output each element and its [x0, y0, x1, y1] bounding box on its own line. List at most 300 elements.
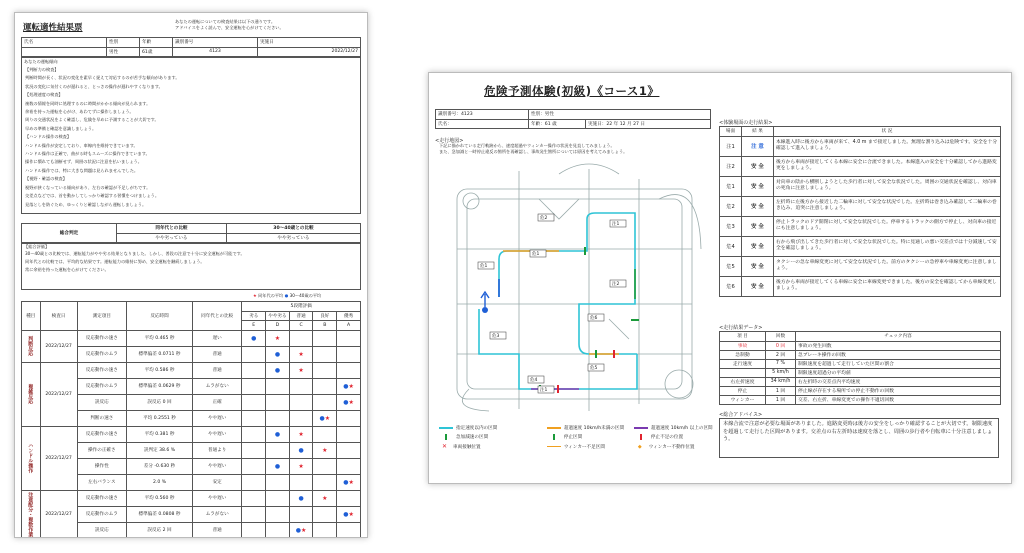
th-compare: 同年代との比較 — [192, 302, 241, 331]
legend-line-icon — [634, 427, 648, 429]
data-item-cell: 事故 — [720, 341, 766, 350]
legend-30-40: 30～40歳の平均 — [289, 293, 322, 298]
map-label: 注1 — [612, 222, 620, 227]
data-check-cell: 右左折時の交差点内平均速度 — [796, 377, 1001, 386]
th-data-check: チェック内容 — [796, 332, 1001, 342]
compare-cell: 普通より — [192, 442, 241, 458]
advice-line: ハンドル操作が安定しており、車線内を維持できています。 — [25, 142, 138, 148]
category-cell: 判断反応 — [22, 330, 41, 362]
hazard-id: 識別番号：4123 — [436, 110, 529, 120]
advice-line: 複数の情報を同時に処理するのに時間がかかる傾向が見られます。 — [25, 100, 151, 106]
scale-cell — [289, 474, 313, 490]
hazard-name: 氏名： — [436, 119, 529, 129]
scale-cell — [289, 346, 313, 362]
data-count-cell: 2 回 — [766, 350, 796, 359]
scale-cell — [242, 426, 266, 442]
aptitude-report-sheet — [14, 12, 368, 538]
scale-cell — [337, 410, 361, 426]
scale-cell — [289, 362, 313, 378]
item-cell: 反応動作のムラ — [77, 506, 126, 522]
scene-text-cell: 対向車の陰から横断しようとした歩行者に対して安全な状況でした。周囲の交通状況を確認し、対向車の死角に注意しましょう。 — [774, 176, 1001, 196]
th-date: 検査日 — [40, 302, 77, 331]
advice-line: 余裕を持った運転を心がけ、あわてずに操作しましょう。 — [25, 109, 134, 115]
scale-cell — [242, 410, 266, 426]
map-legend-label: 指定速度以内の区間 — [456, 426, 498, 431]
date-cell: 2022/12/27 — [40, 330, 77, 362]
scene-row — [720, 156, 1001, 176]
item-cell: 誤反応 — [77, 522, 126, 538]
blue-dot-icon: ● — [274, 430, 281, 438]
red-star-icon: ★ — [348, 510, 354, 518]
data-row — [720, 350, 1001, 359]
compare-cell: 遅い — [192, 330, 241, 346]
item-cell: 反応動作の速さ — [77, 490, 126, 506]
data-check-cell: 停止線が存在する場所での停止不動作の回数 — [796, 386, 1001, 395]
scale-cell — [266, 474, 290, 490]
scale-cell — [289, 490, 313, 506]
compare-cell: やや遅い — [192, 458, 241, 474]
th-situation: 状 況 — [774, 127, 1001, 137]
scene-result-cell: 安 全 — [742, 176, 774, 196]
th-reaction: 反応時間 — [127, 302, 193, 331]
blue-dot-icon: ● — [274, 462, 281, 470]
th-data-item: 項 目 — [720, 332, 766, 342]
value-cell: 平均 0.560 秒 — [127, 490, 193, 506]
advice-line: 判断時間が長く、状況の変化を素早く捉えて対応するのが苦手な傾向があります。 — [25, 75, 180, 81]
hazard-age: 年齢：61 歳 — [529, 119, 586, 129]
legend-blue-dot-icon: ● — [284, 293, 289, 298]
scale-cell — [242, 474, 266, 490]
data-check-cell: 事故の発生回数 — [796, 341, 1001, 350]
scale-cell — [337, 394, 361, 410]
map-legend-label: ウィンカー不足区間 — [563, 444, 605, 450]
scene-cell: 危4 — [720, 236, 742, 256]
blue-dot-icon: ● — [274, 366, 281, 374]
advice-text-b: 本線合流で注意が必要な場面がありました。進路変更時は後方の安全をしっかり確認することが大切です。制限速度を超過して走行した区間があります。交差点の右左折時は速度を落とし、周囲の歩行者や自転車に十分注意しましょう。 — [719, 418, 999, 458]
data-title: <走行結果データ> — [719, 325, 763, 331]
scene-result-cell: 安 全 — [742, 196, 774, 216]
scale-cell — [242, 506, 266, 522]
info-value-date: 2022/12/27 — [258, 47, 361, 57]
scene-text-cell: 後方から車両が接近してくる本線に安全に合流できました。本線進入の安全を十分確認してから進路変更をしましょう。 — [774, 156, 1001, 176]
map-label: 危2 — [540, 216, 548, 221]
advice-line: 【処理速度の検査】 — [25, 92, 63, 98]
map-label: 危1 — [532, 252, 540, 257]
th-data-count: 回数 — [766, 332, 796, 342]
compare-cell: 安定 — [192, 474, 241, 490]
value-cell: 標準偏差 0.0711 秒 — [127, 346, 193, 362]
course-map — [439, 159, 709, 419]
scene-cell: 危1 — [720, 176, 742, 196]
scene-row — [720, 196, 1001, 216]
legend-cross-icon: ✕ — [442, 443, 448, 450]
chart-legend — [253, 293, 321, 299]
map-legend-item — [439, 434, 543, 440]
item-cell: 反応動作のムラ — [77, 346, 126, 362]
advice-box — [21, 57, 361, 214]
scale-cell — [337, 442, 361, 458]
scale-cell — [266, 394, 290, 410]
red-star-icon: ★ — [298, 430, 304, 438]
map-legend-label: 停止不足の位置 — [650, 435, 684, 440]
value-cell: 標準偏差 0.0629 秒 — [127, 378, 193, 394]
results-title: <体験場面の走行結果> — [719, 120, 773, 126]
date-cell: 2022/12/27 — [40, 426, 77, 490]
compare-cell: やや遅い — [192, 490, 241, 506]
scale-cell — [313, 426, 337, 442]
red-star-icon: ★ — [348, 398, 354, 406]
blue-dot-icon: ● — [343, 398, 349, 406]
compare-cell: 普通 — [192, 362, 241, 378]
data-item-cell: 停止 — [720, 386, 766, 395]
map-title: <走行地図> — [435, 138, 464, 144]
map-label: 危6 — [590, 316, 598, 321]
data-item-cell: 急制動 — [720, 350, 766, 359]
summary-header-30-40: 30～40歳との比較 — [226, 224, 360, 234]
scale-cell — [313, 522, 337, 538]
scale-cell — [242, 330, 266, 346]
scale-letter: C — [289, 321, 313, 331]
item-cell: 左右バランス — [77, 474, 126, 490]
summary-header-total: 総合判定 — [22, 224, 117, 243]
scale-cell — [289, 442, 313, 458]
data-item-cell — [720, 368, 766, 377]
value-cell: 平均 0.586 秒 — [127, 362, 193, 378]
result-row — [22, 330, 361, 346]
scale-cell — [337, 506, 361, 522]
map-label: 危4 — [530, 378, 538, 383]
item-cell: 反応動作の速さ — [77, 330, 126, 346]
scale-cell — [266, 346, 290, 362]
map-legend-item — [634, 434, 717, 440]
scene-result-cell: 注 意 — [742, 136, 774, 156]
hazard-sex: 性別：男性 — [529, 110, 711, 120]
scale-cell — [337, 330, 361, 346]
scene-cell: 危5 — [720, 256, 742, 276]
scale-letter: E — [242, 321, 266, 331]
red-star-icon: ★ — [298, 366, 304, 374]
red-star-icon: ★ — [298, 462, 304, 470]
info-label-sex: 性別 — [107, 38, 140, 48]
scale-cell — [313, 442, 337, 458]
scale-cell — [289, 394, 313, 410]
advice-line: 【判断力の検査】 — [25, 67, 59, 72]
scale-cell — [337, 426, 361, 442]
advice-line: 見落としを防ぐため、ゆっくりと確認しながら運転しましょう。 — [25, 201, 147, 207]
comment-line: 常に余裕を持った運転を心がけてください。 — [25, 267, 109, 272]
map-legend-label: 急加減速の区間 — [456, 435, 489, 440]
map-label: 注2 — [612, 282, 620, 287]
value-cell: 標準偏差 0.0808 秒 — [127, 506, 193, 522]
map-label: 危3 — [492, 334, 500, 339]
map-legend-label: 車両接触位置 — [453, 444, 481, 450]
map-legend-item — [634, 443, 717, 450]
data-count-cell: 1 回 — [766, 386, 796, 395]
scale-label: 普通 — [289, 311, 313, 321]
compare-cell: ムラがない — [192, 378, 241, 394]
legend-line-icon — [547, 427, 561, 429]
value-cell: 誤反応 2 回 — [127, 522, 193, 538]
scene-result-cell: 安 全 — [742, 236, 774, 256]
info-value-sex: 男性 — [107, 47, 140, 57]
scene-row — [720, 236, 1001, 256]
legend-tick-icon — [553, 434, 555, 440]
data-row — [720, 377, 1001, 386]
scale-cell — [266, 378, 290, 394]
scale-cell — [337, 490, 361, 506]
scale-label: やや劣る — [266, 311, 290, 321]
scale-cell — [242, 378, 266, 394]
scale-cell — [313, 490, 337, 506]
item-cell: 反応動作の速さ — [77, 426, 126, 442]
info-label-age: 年齢 — [140, 38, 173, 48]
scale-cell — [337, 458, 361, 474]
scale-label: 良好 — [313, 311, 337, 321]
data-item-cell: 走行速度 — [720, 359, 766, 368]
compare-cell: 普通 — [192, 346, 241, 362]
th-category: 種目 — [22, 302, 41, 331]
map-legend-label: 停止区間 — [563, 435, 583, 440]
scale-cell — [289, 410, 313, 426]
value-cell: 差分 -0.630 秒 — [127, 458, 193, 474]
compare-cell: 普通 — [192, 522, 241, 538]
scene-cell: 注2 — [720, 156, 742, 176]
scale-cell — [313, 474, 337, 490]
data-row — [720, 368, 1001, 377]
info-table — [21, 37, 361, 57]
blue-dot-icon: ● — [343, 382, 349, 390]
th-scale-title: 5段階評価 — [242, 302, 361, 312]
value-cell: 誤反応 0 回 — [127, 394, 193, 410]
data-check-cell: 制限速度超過分の平均値 — [796, 368, 1001, 377]
hazard-date: 実施日：22 年 12 月 27 日 — [586, 119, 711, 129]
value-cell: 平均 0.2551 秒 — [127, 410, 193, 426]
info-value-age: 61歳 — [140, 47, 173, 57]
scale-cell — [266, 410, 290, 426]
comment-box — [21, 243, 361, 290]
map-legend-label: ウィンカー不動作位置 — [648, 444, 695, 450]
map-label: 危1 — [480, 264, 488, 269]
compare-cell: やや遅い — [192, 410, 241, 426]
scale-cell — [337, 522, 361, 538]
scene-cell: 注1 — [720, 136, 742, 156]
legend-tick-icon — [445, 434, 447, 440]
scale-letter: B — [313, 321, 337, 331]
map-legend-label: 超過速度 10km/h 以上の区間 — [650, 426, 713, 431]
report-note-2: アドバイスをよく読んで、安全運転を心がけてください。 — [175, 25, 284, 30]
category-cell: ハンドル操作 — [22, 426, 41, 490]
hazard-title: 危険予測体験(初級)《コース1》 — [484, 84, 660, 98]
data-count-cell: 34 km/h — [766, 377, 796, 386]
item-cell: 誤反応 — [77, 394, 126, 410]
red-star-icon: ★ — [301, 526, 307, 534]
driving-data-table — [719, 331, 1001, 405]
data-count-cell: 1 回 — [766, 395, 796, 404]
hazard-prediction-sheet — [428, 72, 1012, 484]
scale-cell — [242, 458, 266, 474]
scene-text-cell: 本線進入時に後方から車両が来て、4.0 m まで接近しました。無理な割り込みは危険です。安全を十分確認して進入しましょう。 — [774, 136, 1001, 156]
scale-label: 優秀 — [337, 311, 361, 321]
comment-lines — [22, 250, 360, 274]
scale-cell — [289, 378, 313, 394]
scale-cell — [337, 362, 361, 378]
item-cell: 操作性 — [77, 458, 126, 474]
data-item-cell: 右左折速度 — [720, 377, 766, 386]
scale-cell — [337, 346, 361, 362]
blue-dot-icon: ● — [295, 526, 302, 534]
compare-cell: 正確 — [192, 394, 241, 410]
data-count-cell: 7 % — [766, 359, 796, 368]
scale-cell — [266, 522, 290, 538]
summary-value-same-age: やや劣っている — [117, 233, 227, 243]
scale-cell — [337, 474, 361, 490]
th-result: 結 果 — [742, 127, 774, 137]
advice-line: ハンドル操作では、特に大きな問題は見られませんでした。 — [25, 167, 139, 173]
scale-cell — [266, 362, 290, 378]
item-cell: 反応動作の速さ — [77, 362, 126, 378]
summary-table — [21, 223, 361, 243]
value-cell: 2.0 % — [127, 474, 193, 490]
summary-value-30-40: やや劣っている — [226, 233, 360, 243]
map-legend-label: 超過速度 10km/h未満の区間 — [563, 426, 625, 431]
report-note-1: あなたの運転についての検査結果は以下の通りです。 — [175, 19, 276, 24]
blue-dot-icon: ● — [343, 478, 349, 486]
scale-cell — [313, 458, 337, 474]
red-star-icon: ★ — [348, 382, 354, 390]
legend-same-age: 同年代の平均 — [258, 293, 284, 298]
scale-cell — [289, 426, 313, 442]
red-star-icon: ★ — [324, 414, 331, 422]
scale-cell — [266, 330, 290, 346]
scale-cell — [313, 330, 337, 346]
result-row — [22, 426, 361, 442]
info-label-name: 氏名 — [22, 38, 107, 48]
scale-letter: A — [337, 321, 361, 331]
data-row — [720, 395, 1001, 404]
red-star-icon: ★ — [322, 494, 328, 502]
scene-row — [720, 276, 1001, 296]
scale-cell — [266, 458, 290, 474]
scene-text-cell: タクシーの急な車線変更に対して安全な状況でした。前方のタクシーの急停車や車線変更に注意しましょう。 — [774, 256, 1001, 276]
scale-cell — [289, 506, 313, 522]
scene-text-cell: 停止トラックのドア開閉に対して安全な状況でした。停車するトラックの側方で停止し、対向車の接近にも注意しましょう。 — [774, 216, 1001, 236]
hazard-info-table — [435, 109, 711, 129]
blue-dot-icon: ● — [274, 350, 281, 358]
scale-cell — [242, 394, 266, 410]
result-row — [22, 490, 361, 506]
scene-result-cell: 安 全 — [742, 276, 774, 296]
map-note-1: 下記に描かれている走行軌跡から、速度超過やウィンカー操作の状況を見直してみましょう。 — [439, 143, 615, 148]
scale-letter: D — [266, 321, 290, 331]
blue-dot-icon: ● — [251, 334, 257, 342]
data-row — [720, 386, 1001, 395]
scene-row — [720, 136, 1001, 156]
scene-cell: 危3 — [720, 216, 742, 236]
item-cell: 判断の速さ — [77, 410, 126, 426]
map-legend-item — [634, 425, 717, 431]
red-star-icon: ★ — [322, 446, 328, 454]
comment-line: 30～40歳との比較では、運転能力がやや劣る結果となりました。しかし、普段の注意で十分に安全運転が可能です。 — [25, 251, 245, 256]
scene-text-cell: 左折時に左後方から接近した二輪車に対して安全な状況でした。左折時は巻き込み確認して二輪車の巻き込み、追突に注意しましょう。 — [774, 196, 1001, 216]
scene-row — [720, 216, 1001, 236]
date-cell: 2022/12/27 — [40, 362, 77, 426]
blue-dot-icon: ● — [298, 494, 304, 502]
advice-line: 周りの交通状況をよく確認し、危険を早めに予測することが大切です。 — [25, 117, 159, 123]
date-cell: 2022/12/27 — [40, 490, 77, 538]
scene-results-table — [719, 126, 1001, 297]
red-star-icon: ★ — [298, 350, 304, 358]
map-legend-item — [547, 434, 630, 440]
info-label-id: 識別番号 — [173, 38, 258, 48]
map-legend-item — [439, 425, 543, 431]
scale-cell — [313, 410, 337, 426]
scene-result-cell: 安 全 — [742, 156, 774, 176]
value-cell: 誤判定 38.6 % — [127, 442, 193, 458]
red-star-icon: ★ — [348, 478, 354, 486]
th-scene: 場面 — [720, 127, 742, 137]
blue-dot-icon: ● — [298, 446, 304, 454]
legend-line-icon — [439, 427, 453, 429]
data-check-cell: 制限速度を超過して走行していた区間の割合 — [796, 359, 1001, 368]
compare-cell: ムラがない — [192, 506, 241, 522]
info-label-date: 実施日 — [258, 38, 361, 48]
scale-cell — [313, 378, 337, 394]
scale-cell — [242, 490, 266, 506]
info-value-name — [22, 47, 107, 57]
value-cell: 平均 0.381 秒 — [127, 426, 193, 442]
map-legend-item — [547, 425, 630, 431]
comment-line: 同年代との比較では、平均的な結果です。運転能力の維持に努め、安全運転を継続しましょう。 — [25, 259, 205, 264]
map-label: 危5 — [590, 366, 598, 371]
data-row — [720, 341, 1001, 350]
scale-cell — [289, 522, 313, 538]
scale-cell — [337, 378, 361, 394]
scene-row — [720, 176, 1001, 196]
advice-line: 早めの準備と確認を意識しましょう。 — [25, 125, 97, 131]
advice-line: ハンドル操作は正確で、曲がる時もスムーズに操作できています。 — [25, 151, 150, 157]
scene-result-cell: 安 全 — [742, 216, 774, 236]
results-table — [21, 301, 361, 538]
red-star-icon: ★ — [274, 334, 281, 342]
report-title: 運転適性結果票 — [23, 23, 83, 33]
advice-title-b: <総合アドバイス> — [719, 412, 763, 418]
scale-cell — [313, 506, 337, 522]
map-note-2: また、急加減と一時停止違反の箇所を再確認し、事故発生箇所については原因を考えてみましょう。 — [439, 149, 628, 154]
blue-dot-icon: ● — [319, 414, 325, 422]
scale-cell — [266, 490, 290, 506]
data-count-cell: 0 回 — [766, 341, 796, 350]
data-check-cell: 急ブレーキ操作の回数 — [796, 350, 1001, 359]
advice-line: 操作に慣れても油断せず、周囲の状況に注意を払いましょう。 — [25, 159, 142, 165]
scale-cell — [242, 362, 266, 378]
data-check-cell: 交差、右左折、車線変更での操作不適切回数 — [796, 395, 1001, 404]
advice-lines — [22, 66, 360, 209]
scale-cell — [242, 442, 266, 458]
advice-line: 状況の変化に気付くのが遅れると、とっさの操作が遅れやすくなります。 — [25, 83, 163, 89]
scene-result-cell: 安 全 — [742, 256, 774, 276]
category-cell: 複雑反応 — [22, 362, 41, 426]
scene-cell: 危6 — [720, 276, 742, 296]
map-label: 注1 — [540, 388, 548, 393]
legend-diamond-icon: ◆ — [637, 443, 642, 450]
item-cell: 反応動作のムラ — [77, 378, 126, 394]
info-value-id: 4123 — [173, 47, 258, 57]
category-cell: 注意配分・複数作業 — [22, 490, 41, 538]
scale-cell — [242, 522, 266, 538]
scale-cell — [313, 394, 337, 410]
scene-row — [720, 256, 1001, 276]
scale-cell — [289, 330, 313, 346]
